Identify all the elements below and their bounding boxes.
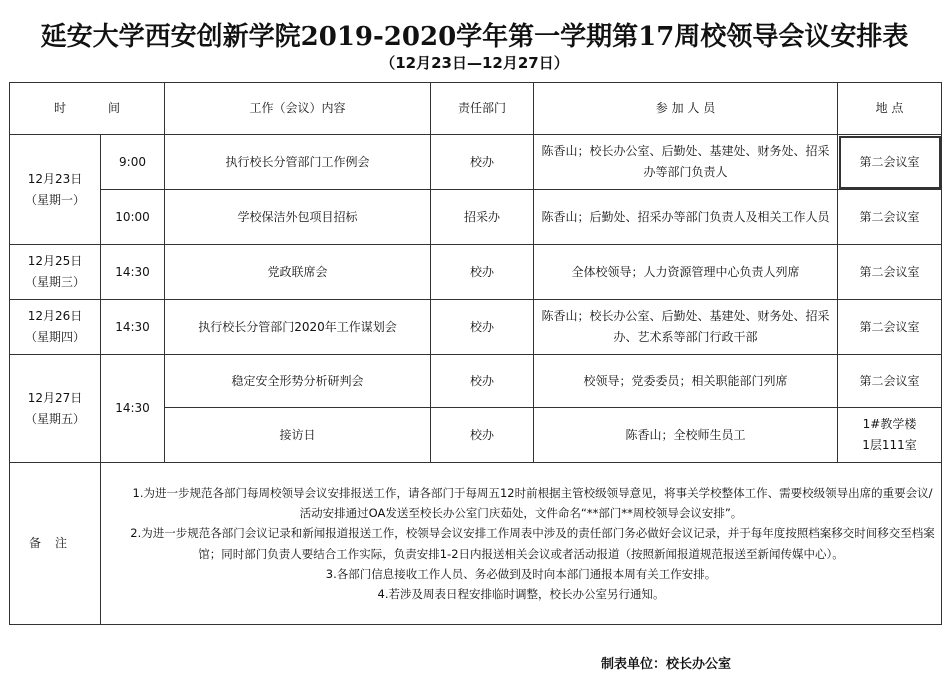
date-cell: 12月25日 （星期三） — [10, 245, 101, 300]
date-cell: 12月26日 （星期四） — [10, 300, 101, 355]
content-cell: 稳定安全形势分析研判会 — [165, 355, 431, 408]
dept-cell: 校办 — [431, 408, 534, 463]
header-row — [10, 83, 942, 135]
page-title: 延安大学西安创新学院2019-2020学年第一学期第17周校领导会议安排表 — [40, 22, 909, 52]
place-cell: 第二会议室 — [838, 135, 942, 190]
place-cell: 第二会议室 — [838, 190, 942, 245]
remarks-label: 备注 — [10, 463, 101, 625]
content-cell: 学校保洁外包项目招标 — [165, 190, 431, 245]
date-cell: 12月23日 （星期一） — [10, 135, 101, 245]
remark-note: 1.为进一步规范各部门每周校领导会议安排报送工作，请各部门于每周五12时前根据主管校级领导意见，将事关学校整体工作、需要校级领导出席的重要会议/活动安排通过OA发送至校长办公室门庆茹处，文件命名“**部门**周校领导会议安排”。 — [132, 486, 933, 521]
participants-cell: 校领导；党委委员；相关职能部门列席 — [534, 355, 838, 408]
table-row — [10, 190, 942, 245]
time-cell: 14:30 — [101, 300, 165, 355]
col-header-content: 工作（会议）内容 — [165, 83, 431, 135]
col-header-place: 地 点 — [838, 83, 942, 135]
content-cell: 接访日 — [165, 408, 431, 463]
col-header-dept: 责任部门 — [431, 83, 534, 135]
remark-note: 3.各部门信息接收工作人员、务必做到及时向本部门通报本周有关工作安排。 — [325, 566, 717, 581]
place-cell: 第二会议室 — [838, 245, 942, 300]
place-cell: 第二会议室 — [838, 300, 942, 355]
remarks-notes — [101, 463, 942, 625]
participants-cell: 陈香山；校长办公室、后勤处、基建处、财务处、招采办、艺术系等部门行政干部 — [534, 300, 838, 355]
remarks-row — [10, 463, 942, 625]
col-header-participants: 参 加 人 员 — [534, 83, 838, 135]
page-subtitle: （12月23日—12月27日） — [380, 54, 569, 72]
dept-cell: 校办 — [431, 355, 534, 408]
time-cell: 14:30 — [101, 355, 165, 463]
schedule-table — [9, 82, 942, 625]
place-cell: 第二会议室 — [838, 355, 942, 408]
table-row — [10, 355, 942, 408]
content-cell: 执行校长分管部门工作例会 — [165, 135, 431, 190]
time-cell: 14:30 — [101, 245, 165, 300]
dept-cell: 校办 — [431, 245, 534, 300]
date-cell: 12月27日 （星期五） — [10, 355, 101, 463]
table-row — [10, 135, 942, 190]
participants-cell: 陈香山；后勤处、招采办等部门负责人及相关工作人员 — [534, 190, 838, 245]
footer-org: 制表单位：校长办公室 — [601, 657, 732, 672]
time-cell: 10:00 — [101, 190, 165, 245]
content-cell: 党政联席会 — [165, 245, 431, 300]
table-row — [10, 245, 942, 300]
participants-cell: 陈香山；全校师生员工 — [534, 408, 838, 463]
table-row — [10, 300, 942, 355]
remark-note: 4.若涉及周表日程安排临时调整，校长办公室另行通知。 — [377, 586, 665, 601]
participants-cell: 全体校领导；人力资源管理中心负责人列席 — [534, 245, 838, 300]
dept-cell: 校办 — [431, 135, 534, 190]
remark-note: 2.为进一步规范各部门会议记录和新闻报道报送工作，校领导会议安排工作周表中涉及的责任部门务必做好会议记录，并于每年度按照档案移交时间移交至档案馆；同时部门负责人要结合工作实际，负责安排1-2日内报送相关会议或者活动报道（按照新闻报道规范报送至新闻传媒中心）。 — [130, 526, 935, 561]
dept-cell: 招采办 — [431, 190, 534, 245]
place-cell: 1#教学楼 1层111室 — [838, 408, 942, 463]
dept-cell: 校办 — [431, 300, 534, 355]
time-cell: 9:00 — [101, 135, 165, 190]
content-cell: 执行校长分管部门2020年工作谋划会 — [165, 300, 431, 355]
col-header-time: 时 间 — [10, 83, 165, 135]
participants-cell: 陈香山；校长办公室、后勤处、基建处、财务处、招采办等部门负责人 — [534, 135, 838, 190]
